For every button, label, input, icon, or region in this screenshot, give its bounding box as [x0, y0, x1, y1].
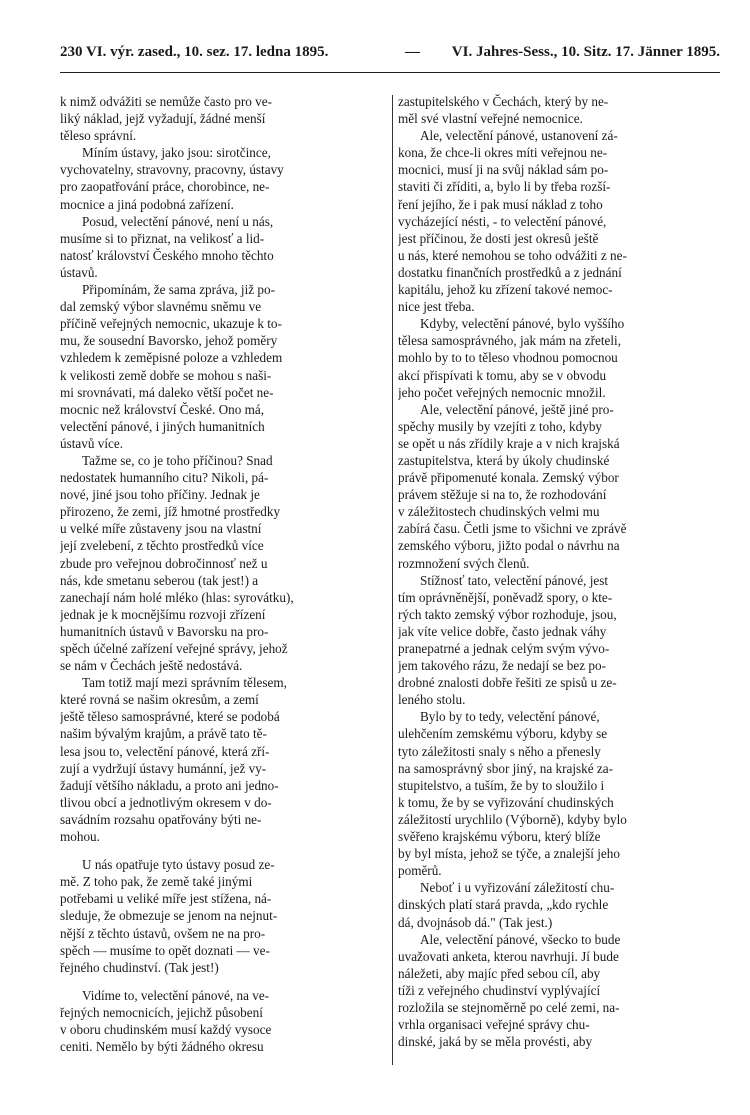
text-line: našim bývalým krajům, a právě tato tě-	[60, 726, 267, 742]
text-line: svěřeno krajskému výboru, který blíže	[398, 829, 601, 845]
header-czech: 230 VI. výr. zased., 10. sez. 17. ledna 1895.	[60, 44, 329, 60]
text-line: u nás, které nemohou se toho odvážiti z ne-	[398, 247, 627, 263]
text-line: mohlo by to to těleso vhodnou pomocnou	[398, 350, 618, 366]
text-line: řejných nemocnicích, jejichž působení	[60, 1004, 263, 1020]
text-line: mi srovnávati, má daleko větší počet ne-	[60, 384, 274, 400]
text-line: mocnice a jiná podobná zařízení.	[60, 196, 234, 212]
text-line: rozmnožení svých členů.	[398, 555, 530, 571]
text-line: zemského výboru, jižto podal o návrhu na	[398, 538, 620, 554]
text-line: mu, že sousední Bavorsko, jehož poměry	[60, 333, 278, 349]
text-line: Bylo by to tedy, velectění pánové,	[420, 709, 600, 725]
text-line: tím oprávněnější, poněvadž spory, o kte-	[398, 589, 613, 605]
text-line: nější z těchto ústavů, ovšem ne na pro-	[60, 925, 266, 941]
text-line: kona, že chce-li okres míti veřejnou ne-	[398, 145, 608, 161]
text-line: nové, jiné jsou toho příčiny. Jednak je	[60, 487, 260, 503]
text-line: Ale, velectění pánové, ještě jiné pro-	[420, 401, 614, 417]
text-line: Vidíme to, velectění pánové, na ve-	[82, 987, 270, 1003]
text-line: jednak je k mocnějšímu rozvoji zřízení	[60, 606, 266, 622]
text-line: nedostatek humanního citu? Nikoli, pá-	[60, 470, 269, 486]
text-line: velectění pánové, i jiných humanitních	[60, 418, 265, 434]
text-line: U nás opatřuje tyto ústavy posud ze-	[82, 857, 275, 873]
text-line: zastupitelského v Čechách, který by ne-	[398, 94, 609, 109]
text-line: k velikosti země dobře se mohou s naši-	[60, 367, 272, 383]
text-line: dostatku finančních prostředků a z jednání	[398, 264, 622, 280]
text-line: vychovatelny, stravovny, pracovny, ústavy	[60, 162, 284, 178]
text-line: Tažme se, co je toho příčinou? Snad	[82, 452, 273, 468]
text-line: Ale, velectění pánové, ustanovení zá-	[420, 128, 618, 144]
text-line: nice jest třeba.	[398, 299, 475, 315]
text-line: nás, kde smetanu seberou (tak jest!) a	[60, 572, 259, 588]
left-column	[60, 93, 390, 1055]
text-line: zují a vydržují ústavy humánní, jež vy-	[60, 760, 267, 776]
text-line: jest příčinou, že dosti jest okresů ještě	[398, 230, 599, 246]
text-line: tlivou obcí a jednotlivým okresem v do-	[60, 794, 272, 810]
text-line: jeho počet veřejných nemocnic množil.	[398, 384, 606, 400]
text-line: mě. Z toho pak, že země také jinými	[60, 874, 253, 890]
text-line: zanechají nám holé mléko (hlas: syrovátku),	[60, 589, 294, 605]
text-line: Míním ústavy, jako jsou: sirotčince,	[82, 145, 271, 161]
text-line: řejného chudinství. (Tak jest!)	[60, 959, 219, 975]
text-line	[60, 845, 390, 856]
text-line: stupitelstvo, a tuším, že by to sloužilo i	[398, 777, 605, 793]
page-header	[60, 40, 720, 66]
text-line: u velké míře zůstaveny jsou na vlastní	[60, 521, 262, 537]
text-line: dal zemský výbor slavnému sněmu ve	[60, 299, 262, 315]
text-line: ulehčením zemskému výboru, kdyby se	[398, 726, 608, 742]
text-line: ještě těleso samosprávné, které se podobá	[60, 709, 280, 725]
text-line: spěch účelné zařízení veřejné správy, jehož	[60, 641, 288, 656]
text-line: spěch — musíme to opět doznati — ve-	[60, 942, 270, 958]
text-line: v oboru chudinském musí každý vysoce	[60, 1021, 272, 1037]
text-line: na samosprávný sbor jiný, na krajské za-	[398, 760, 613, 776]
text-line: dinské, jaká by se měla provésti, aby	[398, 1034, 593, 1050]
text-line: Tam totiž mají mezi správním tělesem,	[82, 675, 287, 691]
text-line: akcí přispívati k tomu, aby se v obvodu	[398, 367, 607, 383]
text-line: drobné znalosti dobře řešiti ze spisů u ze-	[398, 675, 617, 691]
text-line: těleso správní.	[60, 128, 137, 144]
text-line: lesa jsou to, velectění pánové, která zří-	[60, 743, 270, 759]
text-line	[60, 976, 390, 987]
text-line: ústavů více.	[60, 435, 123, 451]
text-line: žadují většího nákladu, a proto ani jedno-	[60, 777, 279, 793]
text-line: jem takového rázu, že nedají se bez po-	[398, 658, 606, 674]
text-line: vrhla organisaci veřejné správy chu-	[398, 1017, 590, 1033]
text-line: ření jejího, že i pak musí náklad z toho	[398, 196, 603, 212]
text-line: k tomu, že by se vyřizování chudinských	[398, 794, 614, 810]
text-line: zbude pro veřejnou dobročinnosť než u	[60, 555, 268, 571]
text-line: staviti či zříditi, a, bylo li by třeba rozší-	[398, 179, 611, 195]
text-line: záležitostí urychlilo (Výborně), kdyby bylo	[398, 811, 627, 827]
text-line: Posud, velectění pánové, není u nás,	[82, 213, 274, 229]
text-line: pro zaopatřování práce, chorobince, ne-	[60, 179, 270, 195]
text-line: Kdyby, velectění pánové, bylo vyššího	[420, 316, 625, 332]
text-line: ceniti. Nemělo by býti žádného okresu	[60, 1039, 264, 1055]
text-line: rozložila se stejnoměrně po celé zemi, na-	[398, 999, 620, 1015]
text-line: humanitních ústavů v Bavorsku na pro-	[60, 623, 269, 639]
text-line: se nám v Čechách ještě nedostává.	[60, 658, 243, 674]
text-line: k nimž odvážiti se nemůže často pro ve-	[60, 94, 273, 109]
text-line: mohou.	[60, 829, 100, 845]
text-line: přirozeno, že zemi, jíž hmotné prostředky	[60, 504, 281, 520]
text-line: rých takto zemský výbor rozhoduje, jsou,	[398, 606, 617, 622]
right-column	[398, 93, 720, 1050]
text-line: mocnic než království České. Ono má,	[60, 401, 264, 417]
text-line: v záležitostech chudinských velmi mu	[398, 504, 600, 520]
text-line: potřebami u veliké míře jest stížena, ná-	[60, 891, 272, 907]
text-line: se opět u nás zřídily kraje a v nich krajská	[398, 435, 620, 451]
text-line: tíži z veřejného chudinství vyplývající	[398, 982, 601, 998]
text-line: pranepatrné a jednak celým svým vývo-	[398, 641, 610, 656]
text-line: kapitálu, jehož ku zřízení takové nemoc-	[398, 282, 613, 298]
text-line: dá, dvojnásob dá." (Tak jest.)	[398, 914, 553, 930]
text-line: savádním rozsahu opatřovány býti ne-	[60, 811, 262, 827]
text-line: mocnici, musí ji na svůj náklad sám po-	[398, 162, 609, 178]
text-line: poměrů.	[398, 863, 442, 879]
text-line: uvažovati anketa, kterou navrhuji. Jí bude	[398, 948, 619, 964]
header-rule	[60, 72, 720, 73]
text-line: měl své vlastní veřejné nemocnice.	[398, 111, 583, 127]
text-line: Ale, velectění pánové, všecko to bude	[420, 931, 621, 947]
text-line: ústavů.	[60, 264, 98, 280]
text-line: natosť království Českého mnoho těchto	[60, 247, 274, 263]
text-line: které rovná se našim okresům, a zemí	[60, 692, 259, 708]
text-line: právě připomenuté konala. Zemský výbor	[398, 470, 619, 486]
text-line: Stížnosť tato, velectění pánové, jest	[420, 572, 609, 588]
text-line: by byl místa, jehož se týče, a znalejší jeho	[398, 846, 620, 862]
text-line: jak víte velice dobře, často jednak váhy	[398, 623, 607, 639]
text-line: liký náklad, jejž vyžadují, žádné menší	[60, 111, 266, 127]
text-line: její zvelebení, z těchto prostředků více	[60, 538, 264, 554]
text-line: právem stěžuje si na to, že rozhodování	[398, 487, 607, 503]
text-line: tyto záležitosti snaly s něho a přenesly	[398, 743, 601, 759]
text-line: vzhledem k zeměpisné poloze a vzhledem	[60, 350, 283, 366]
text-line: Neboť i u vyřizování záležitostí chu-	[420, 880, 615, 896]
text-line: zastupitelstva, která by úkoly chudinské	[398, 452, 610, 468]
text-line: musíme si to přiznat, na velikosť a lid-	[60, 230, 265, 246]
text-line: zabírá času. Četli jsme to všichni ve zprávě	[398, 521, 627, 537]
header-dash: —	[405, 44, 420, 60]
column-divider	[392, 95, 393, 1065]
text-line: Připomínám, že sama zpráva, již po-	[82, 282, 275, 298]
text-line: vycházející nésti, - to velectění pánové,	[398, 213, 607, 229]
text-line: leného stolu.	[398, 692, 466, 708]
text-line: dinských platí stará pravda, „kdo rychle	[398, 897, 609, 913]
text-line: příčině veřejných nemocnic, ukazuje k to-	[60, 316, 282, 332]
text-line: tělesa samosprávného, jak mám na zřeteli,	[398, 333, 622, 349]
header-german: VI. Jahres-Sess., 10. Sitz. 17. Jänner 1895.	[451, 44, 720, 60]
text-line: spěchy musily by vzejíti z toho, kdyby	[398, 418, 603, 434]
text-line: sleduje, že obmezuje se jenom na nejnut-	[60, 908, 278, 924]
text-line: náležeti, aby majíc před sebou cíl, aby	[398, 965, 601, 981]
